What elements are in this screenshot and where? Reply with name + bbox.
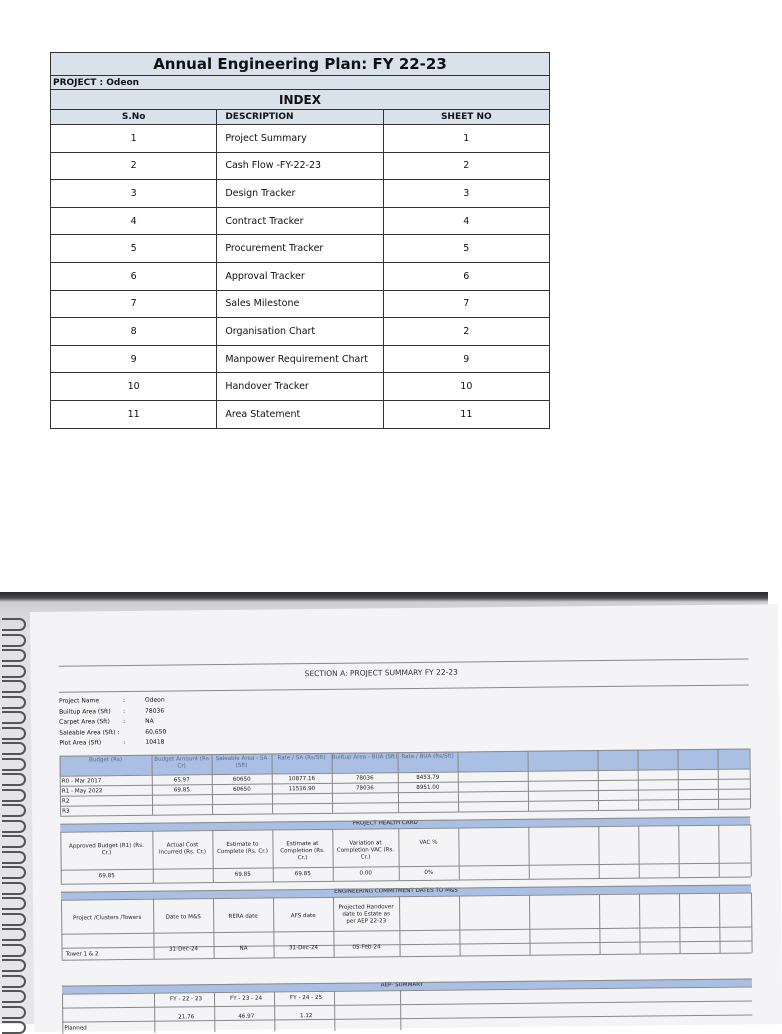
column-header-description: DESCRIPTION [217,110,383,125]
row-description: Organisation Chart [217,318,383,346]
binding-coil [2,944,26,957]
table-row [51,180,550,208]
grid-line [214,992,215,1032]
grid-line [334,991,335,1031]
binding-coil [2,773,26,786]
commit-header-cell: Projected Handover date to Estate as per AEP 22-23 [337,904,395,926]
budget-row-value: 78036 [332,785,398,793]
table-row [51,345,550,373]
binding-coil [2,897,26,910]
row-sheet-no: 5 [383,235,549,263]
budget-row-value: 60650 [212,786,272,794]
binding-coil [2,742,26,755]
budget-row-label: R0 - Mar 2017 [62,778,152,786]
budget-header-cell: Saleable Area - SA (Sft) [212,755,272,770]
row-description: Contract Tracker [217,207,383,235]
grid-line [273,897,275,957]
binding-coil [2,820,26,833]
grid-line [400,990,401,1030]
budget-header-cell: Budget Amount (Rs Cr) [152,756,212,771]
commit-value-cell: Tower 1 & 2 [66,951,150,959]
row-description: Design Tracker [217,180,383,208]
row-description: Cash Flow -FY-22-23 [217,152,383,180]
binding-coil [2,959,26,972]
grid-line [153,899,155,959]
grid-line [62,994,63,1034]
budget-row-label: R3 [62,808,152,816]
grid-line [528,827,530,879]
health-header-cell: Estimate to Complete (Rs. Cr.) [216,842,268,857]
health-header-cell: Approved Budget (R1) (Rs. Cr.) [64,843,148,858]
budget-header-cell: Builtup Area - BUA (Sft) [332,754,398,762]
binding-coil [2,990,26,1003]
paper-page [30,604,782,1032]
row-description: Project Summary [217,125,383,153]
grid-line [213,898,215,958]
budget-header-cell: Budget (Rs) [60,757,152,765]
row-sheet-no: 11 [383,400,549,428]
project-info-row [59,718,154,726]
info-key: Project Name [59,697,123,705]
row-sheet-no: 10 [383,373,549,401]
grid-line [639,894,641,954]
health-header-cell: Variation at Completion VAC (Rs. Cr.) [336,840,394,862]
row-sno: 5 [51,235,217,263]
binding-coil [2,634,26,647]
row-sheet-no: 6 [383,262,549,290]
grid-line [61,926,751,934]
budget-row-label: R2 [62,798,152,806]
commit-value-cell: 31-Dec-24 [278,945,330,953]
row-sno: 3 [51,180,217,208]
row-sheet-no: 7 [383,290,549,318]
grid-line [750,824,752,876]
health-value-cell: 0% [403,870,455,878]
table-row [51,373,550,401]
table-row [51,125,550,153]
budget-row-value: 78036 [332,775,398,783]
grid-line [60,808,750,816]
binding-coil [2,665,26,678]
commit-value-cell: 05-Feb-24 [338,944,396,952]
grid-line [638,826,640,878]
table-header-row [51,110,550,125]
row-sno: 7 [51,290,217,318]
index-table [50,52,550,429]
binding-coil [2,789,26,802]
table-row [51,235,550,263]
aep-value-cell: 1.12 [278,1013,334,1021]
info-sep: : [123,718,145,725]
row-sno: 11 [51,400,217,428]
aep-header-cell: FY - 22 - 23 [158,996,214,1004]
aep-header-cell: FY - 23 - 24 [218,995,274,1003]
row-sheet-no: 2 [383,318,549,346]
grid-line [61,900,63,960]
aep-header-cell: FY - 24 - 25 [278,995,334,1003]
row-description: Sales Milestone [217,290,383,318]
binding-coil [2,835,26,848]
photo-of-printed-sheet [0,592,768,1024]
project-info-row [59,707,164,715]
binding-coil [2,1021,26,1034]
column-header-sno: S.No [51,110,217,125]
binding-coil [2,649,26,662]
grid-line [718,825,720,877]
grid-line [398,828,400,880]
project-info-row [59,697,165,705]
binding-coil [2,928,26,941]
grid-line [459,896,461,956]
row-sheet-no: 1 [383,125,549,153]
document-title: Annual Engineering Plan: FY 22-23 [51,53,550,76]
binding-coil [2,913,26,926]
row-sno: 8 [51,318,217,346]
grid-line [599,894,601,954]
index-table-body [51,125,550,429]
project-info-row [59,739,164,747]
health-header-cell: VAC % [402,840,454,848]
project-info-row [59,728,166,736]
row-description: Handover Tracker [217,373,383,401]
info-sep: : [123,697,145,704]
grid-line [598,826,600,878]
commit-header-cell: Project /Clusters /Towers [65,915,149,923]
info-value: Odeon [145,697,165,704]
info-value: 60,650 [145,728,166,735]
project-summary-sheet [58,626,752,1033]
binding-coil [2,804,26,817]
commit-title: ENGINEERING COMMITMENT DATES TO M&S [311,887,481,896]
info-value: NA [145,718,154,725]
info-key: Carpet Area (Sft) [59,718,123,726]
commit-value-cell: 31-Dec-24 [158,946,210,954]
grid-line [272,829,274,881]
health-value-cell: 69.85 [65,873,149,881]
grid-line [61,876,751,884]
table-row [51,207,550,235]
project-label: PROJECT : Odeon [51,76,550,90]
spiral-binding [0,592,28,1024]
row-description: Approval Tracker [217,262,383,290]
table-row [51,400,550,428]
row-sheet-no: 9 [383,345,549,373]
aep-value-cell: 46.97 [218,1013,274,1021]
budget-row-value: 10877.16 [272,776,332,784]
binding-coil [2,727,26,740]
table-row [51,262,550,290]
aep-summary-title: AEP- SUMMARY [342,981,462,989]
row-sno: 4 [51,207,217,235]
budget-header-cell: Rate / BUA (Rs/Sft) [398,754,458,762]
row-sheet-no: 2 [383,152,549,180]
info-sep: : [123,707,145,714]
binding-coil [2,711,26,724]
grid-line [274,991,275,1031]
info-value: 78036 [145,707,164,714]
binding-coil [2,851,26,864]
grid-line [212,830,214,882]
grid-line [458,828,460,880]
grid-line [529,895,531,955]
aep-row-label: Planned [64,1025,152,1033]
info-key: Saleable Area (Sft) : [59,729,123,737]
health-header-cell: Actual Cost Incurred (Rs. Cr.) [156,842,208,857]
binding-coil [2,866,26,879]
commit-header-cell: Date to M&S [157,914,209,922]
row-sno: 9 [51,345,217,373]
binding-coil [2,758,26,771]
row-sno: 2 [51,152,217,180]
grid-line [719,893,721,953]
section-a-title: SECTION A: PROJECT SUMMARY FY 22-23 [305,668,458,679]
grid-line [60,832,62,884]
grid-line [399,896,401,956]
health-value-cell: 69.85 [217,872,269,880]
grid-line [152,831,154,883]
commit-header-cell: RERA date [217,914,269,922]
binding-coil [2,696,26,709]
grid-line [679,893,681,953]
info-key: Plot Area (Sft) [59,739,123,747]
grid-line [749,748,751,808]
health-value-cell: 69.85 [277,871,329,879]
project-info-block [58,626,748,633]
grid-line [332,829,334,881]
budget-row-value: 65.97 [152,777,212,785]
health-header-cell: Estimate at Completion (Rs. Cr.) [276,841,328,863]
row-description: Manpower Requirement Chart [217,345,383,373]
grid-line [154,993,155,1033]
health-card-title: PROJECT HEALTH CARD [320,820,450,828]
budget-row-value: 8453.79 [398,775,458,783]
grid-line [751,892,753,952]
commit-value-cell: NA [218,946,270,954]
section-top-rule [59,658,749,666]
row-sno: 10 [51,373,217,401]
row-description: Area Statement [217,400,383,428]
row-description: Procurement Tracker [217,235,383,263]
budget-row-value: 69.85 [152,787,212,795]
row-sheet-no: 4 [383,207,549,235]
grid-line [62,952,752,960]
table-row [51,290,550,318]
budget-row-value: 11516.90 [272,786,332,794]
binding-coil [2,882,26,895]
row-sheet-no: 3 [383,180,549,208]
grid-line [678,825,680,877]
grid-line [333,897,335,957]
index-heading: INDEX [51,90,550,110]
info-key: Builtup Area (Sft) [59,708,123,716]
binding-coil [2,618,26,631]
table-row [51,152,550,180]
aep-value-cell: 21.76 [158,1014,214,1022]
grid-line [59,684,749,692]
info-value: 10418 [145,739,164,746]
budget-row-label: R1 - May 2022 [62,788,152,796]
health-value-cell: 0.00 [337,870,395,878]
info-sep: : [123,739,145,746]
commit-header-cell: AFS date [277,913,329,921]
binding-coil [2,680,26,693]
column-header-sheet: SHEET NO [383,110,549,125]
budget-row-value: 60650 [212,776,272,784]
summary-grid [58,626,748,633]
grid-line [60,798,750,806]
binding-coil [2,1006,26,1019]
table-row [51,318,550,346]
budget-header-cell: Rate / SA (Rs/Sft) [272,755,332,763]
binding-coil [2,975,26,988]
row-sno: 1 [51,125,217,153]
row-sno: 6 [51,262,217,290]
budget-row-value: 8951.00 [398,785,458,793]
